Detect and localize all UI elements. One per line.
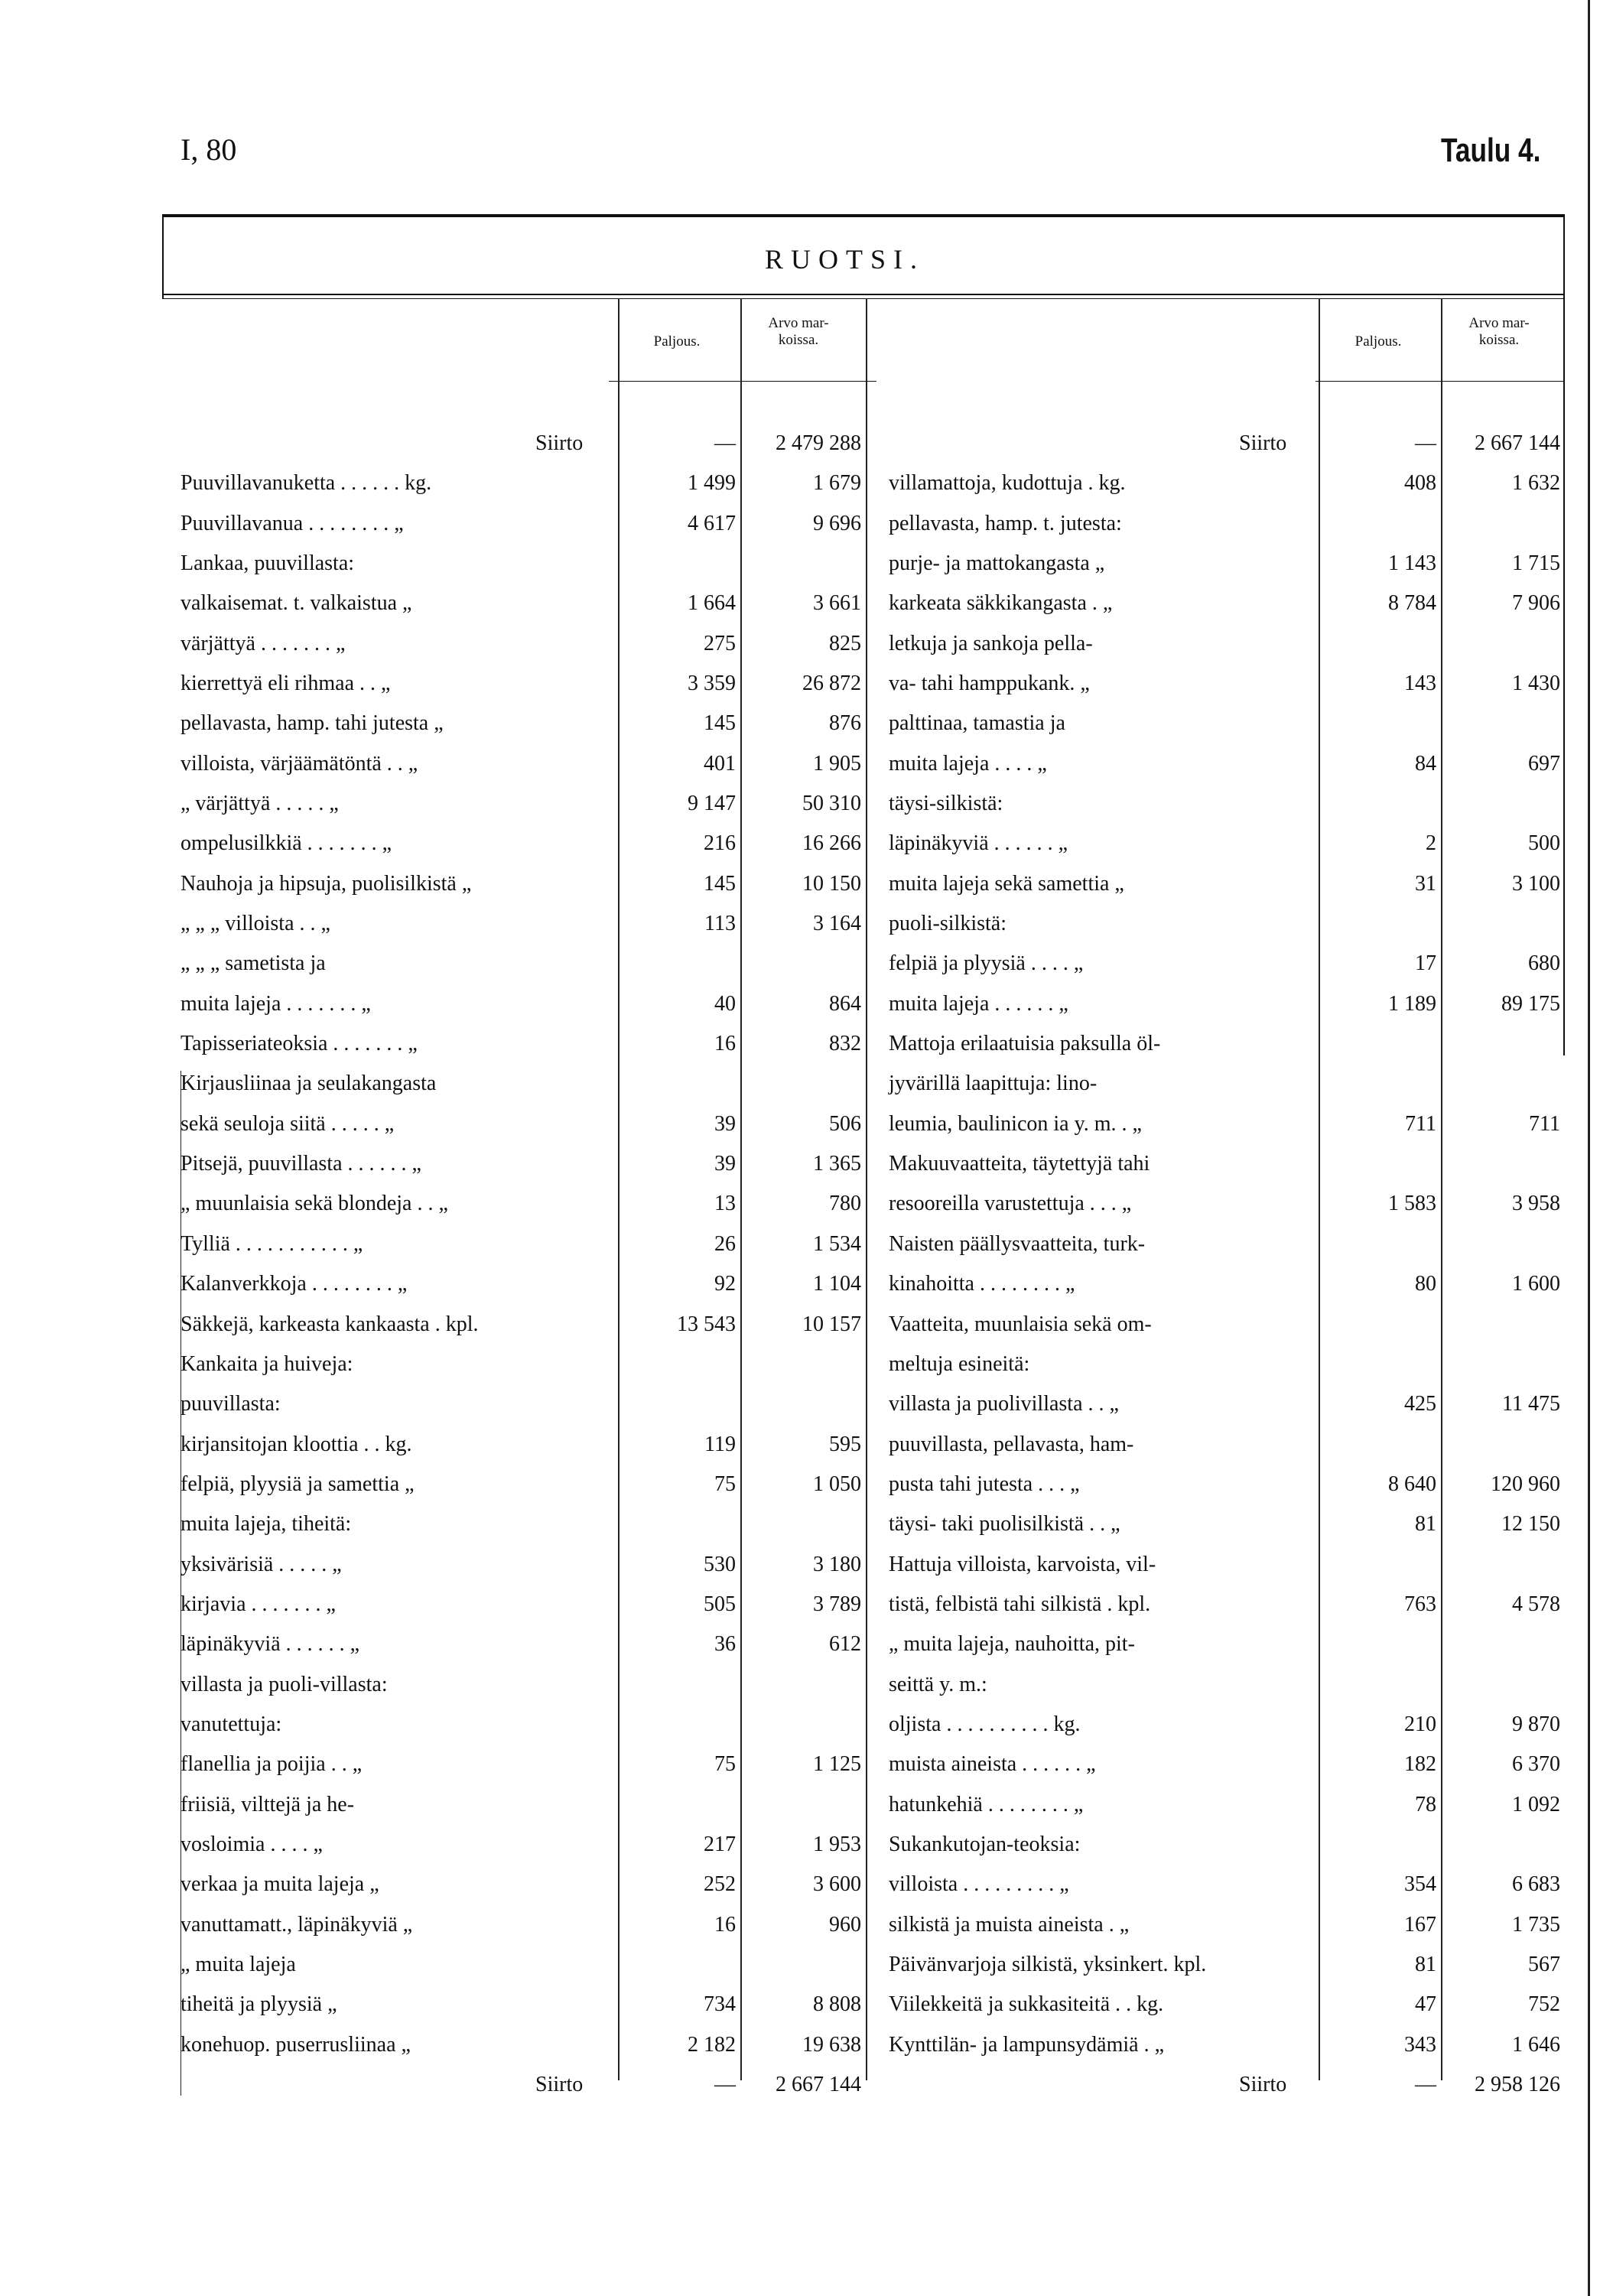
value-cell: 10 150 <box>802 872 861 896</box>
table-row <box>0 1309 1560 1340</box>
item-label: Hattuja villoista, karvoista, vil- <box>889 1553 1156 1576</box>
item-label: pellavasta, hamp. t. jutesta: <box>889 512 1122 535</box>
quantity-cell: 80 <box>1415 1272 1436 1296</box>
quantity-cell: 425 <box>1404 1392 1436 1416</box>
table-row <box>0 1709 1560 1740</box>
quantity-cell: 92 <box>714 1272 736 1296</box>
table-row <box>0 708 1560 739</box>
quantity-cell: 40 <box>714 992 736 1016</box>
value-cell: 3 600 <box>813 1872 861 1896</box>
value-cell: 3 789 <box>813 1592 861 1616</box>
table-row <box>0 1670 1560 1700</box>
item-label: kinahoitta . . . . . . . . „ <box>889 1272 1075 1296</box>
item-label: Pitsejä, puuvillasta . . . . . . „ <box>180 1152 421 1176</box>
item-label: Lankaa, puuvillasta: <box>180 551 355 575</box>
quantity-cell: 8 640 <box>1388 1472 1436 1496</box>
item-label: muita lajeja sekä samettia „ <box>889 872 1124 896</box>
item-label: sekä seuloja siitä . . . . . „ <box>180 1112 395 1136</box>
quantity-cell: 530 <box>704 1553 736 1576</box>
item-label: verkaa ja muita lajeja „ <box>180 1872 379 1896</box>
item-label: vanuttamatt., läpinäkyviä „ <box>180 1913 413 1937</box>
quantity-cell: 16 <box>714 1913 736 1937</box>
value-cell: 1 125 <box>813 1752 861 1776</box>
table-row <box>0 1429 1560 1460</box>
table-label: Taulu 4. <box>1441 132 1541 169</box>
table-row <box>0 749 1560 779</box>
value-cell: 711 <box>1529 1112 1560 1136</box>
item-label: ompelusilkkiä . . . . . . . „ <box>180 831 392 855</box>
item-label: kirjansitojan kloottia . . kg. <box>180 1433 412 1456</box>
item-label: Tapisseriateoksia . . . . . . . „ <box>180 1032 418 1055</box>
item-label: puuvillasta: <box>180 1392 281 1416</box>
table-row <box>0 1829 1560 1860</box>
table-row <box>0 2070 1560 2100</box>
table-row <box>0 1269 1560 1299</box>
value-cell: 1 092 <box>1512 1793 1560 1816</box>
quantity-cell: 143 <box>1404 672 1436 695</box>
item-label: vanutettuja: <box>180 1712 282 1736</box>
item-label: vosloimia . . . . „ <box>180 1833 323 1856</box>
table-row <box>0 828 1560 859</box>
quantity-cell: 1 664 <box>688 591 736 615</box>
item-label: villamattoja, kudottuja . kg. <box>889 471 1126 495</box>
item-label: Kankaita ja huiveja: <box>180 1352 353 1376</box>
item-label: Vaatteita, muunlaisia sekä om- <box>889 1312 1152 1336</box>
item-label: felpiä ja plyysiä . . . . „ <box>889 951 1084 975</box>
value-cell: 960 <box>829 1913 861 1937</box>
quantity-cell: — <box>1415 431 1436 455</box>
quantity-cell: 145 <box>704 872 736 896</box>
value-cell: 1 953 <box>813 1833 861 1856</box>
quantity-cell: 39 <box>714 1152 736 1176</box>
quantity-cell: 763 <box>1404 1592 1436 1616</box>
item-label: värjättyä . . . . . . . „ <box>180 632 346 655</box>
page-number: I, 80 <box>180 132 237 167</box>
quantity-cell: 217 <box>704 1833 736 1856</box>
value-cell: 1 679 <box>813 471 861 495</box>
value-cell: 697 <box>1528 752 1560 776</box>
quantity-cell: — <box>714 2073 736 2096</box>
value-cell: 10 157 <box>802 1312 861 1336</box>
value-cell: 3 180 <box>813 1553 861 1576</box>
quantity-cell: 17 <box>1415 951 1436 975</box>
item-label: muista aineista . . . . . . „ <box>889 1752 1096 1776</box>
item-label: Säkkejä, karkeasta kankaasta . kpl. <box>180 1312 479 1336</box>
table-row <box>0 948 1560 979</box>
item-label: muita lajeja, tiheitä: <box>180 1512 352 1536</box>
item-label: resooreilla varustettuja . . . „ <box>889 1192 1132 1215</box>
value-cell: 6 370 <box>1512 1752 1560 1776</box>
quantity-cell: 47 <box>1415 1992 1436 2016</box>
quantity-cell: 31 <box>1415 872 1436 896</box>
quantity-cell: 26 <box>714 1232 736 1256</box>
item-label: tistä, felbistä tahi silkistä . kpl. <box>889 1592 1151 1616</box>
quantity-cell: 81 <box>1415 1953 1436 1976</box>
quantity-cell: 36 <box>714 1632 736 1656</box>
value-cell: 680 <box>1528 951 1560 975</box>
item-label: Sukankutojan-teoksia: <box>889 1833 1081 1856</box>
value-cell: 3 100 <box>1512 872 1560 896</box>
value-cell: 1 365 <box>813 1152 861 1176</box>
quantity-cell: 2 182 <box>688 2033 736 2057</box>
value-cell: 1 600 <box>1512 1272 1560 1296</box>
item-label: puoli-silkistä: <box>889 912 1007 935</box>
carried-total-label: Siirto <box>1239 2073 1287 2096</box>
value-cell: 1 534 <box>813 1232 861 1256</box>
value-cell: 1 104 <box>813 1272 861 1296</box>
quantity-cell: 252 <box>704 1872 736 1896</box>
value-cell: 1 905 <box>813 752 861 776</box>
item-label: „ „ „ villoista . . „ <box>180 912 330 935</box>
value-cell: 120 960 <box>1491 1472 1560 1496</box>
item-label: „ värjättyä . . . . . „ <box>180 792 339 815</box>
item-label: friisiä, vilttejä ja he- <box>180 1793 355 1816</box>
item-label: palttinaa, tamastia ja <box>889 711 1065 735</box>
quantity-cell: 119 <box>704 1433 736 1456</box>
item-label: purje- ja mattokangasta „ <box>889 551 1105 575</box>
quantity-cell: 13 <box>714 1192 736 1215</box>
value-cell: 876 <box>829 711 861 735</box>
value-cell: 2 958 126 <box>1475 2073 1560 2096</box>
quantity-cell: 275 <box>704 632 736 655</box>
value-cell: 7 906 <box>1512 591 1560 615</box>
value-cell: 11 475 <box>1502 1392 1560 1416</box>
quantity-cell: 4 617 <box>688 512 736 535</box>
item-label: seittä y. m.: <box>889 1673 987 1696</box>
value-cell: 752 <box>1528 1992 1560 2016</box>
item-label: tiheitä ja plyysiä „ <box>180 1992 337 2016</box>
value-cell: 9 870 <box>1512 1712 1560 1736</box>
quantity-cell: 210 <box>1404 1712 1436 1736</box>
quantity-cell: 78 <box>1415 1793 1436 1816</box>
item-label: yksivärisiä . . . . . „ <box>180 1553 342 1576</box>
item-label: Mattoja erilaatuisia paksulla öl- <box>889 1032 1161 1055</box>
item-label: „ muita lajeja, nauhoitta, pit- <box>889 1632 1135 1656</box>
value-cell: 1 050 <box>813 1472 861 1496</box>
value-cell: 780 <box>829 1192 861 1215</box>
quantity-cell: 145 <box>704 711 736 735</box>
item-label: Kynttilän- ja lampunsydämiä . „ <box>889 2033 1165 2057</box>
table-row <box>0 1589 1560 1620</box>
value-cell: 9 696 <box>813 512 861 535</box>
quantity-cell: 84 <box>1415 752 1436 776</box>
item-label: Kirjausliinaa ja seulakangasta <box>180 1072 437 1095</box>
item-label: karkeata säkkikangasta . „ <box>889 591 1113 615</box>
country-title: RUOTSI. <box>765 244 925 275</box>
item-label: felpiä, plyysiä ja samettia „ <box>180 1472 415 1496</box>
value-cell: 567 <box>1528 1953 1560 1976</box>
quantity-cell: 113 <box>704 912 736 935</box>
table-row <box>0 588 1560 619</box>
item-label: kirjavia . . . . . . . „ <box>180 1592 336 1616</box>
item-label: villoista . . . . . . . . . „ <box>889 1872 1069 1896</box>
item-label: läpinäkyviä . . . . . . „ <box>180 1632 360 1656</box>
item-label: muita lajeja . . . . . . „ <box>889 992 1068 1016</box>
table-row <box>0 428 1560 459</box>
quantity-cell: 1 189 <box>1388 992 1436 1016</box>
quantity-cell: 1 583 <box>1388 1192 1436 1215</box>
table-row <box>0 1950 1560 1980</box>
quantity-cell: 408 <box>1404 471 1436 495</box>
item-label: muita lajeja . . . . „ <box>889 752 1047 776</box>
value-cell: 595 <box>829 1433 861 1456</box>
value-cell: 506 <box>829 1112 861 1136</box>
quantity-cell: — <box>1415 2073 1436 2096</box>
value-cell: 26 872 <box>802 672 861 695</box>
item-label: muita lajeja . . . . . . . „ <box>180 992 371 1016</box>
left-value-header-line1: Arvo mar- <box>768 315 829 331</box>
table-row <box>0 2030 1560 2060</box>
value-cell: 6 683 <box>1512 1872 1560 1896</box>
table-row <box>0 1389 1560 1420</box>
item-label: „ muunlaisia sekä blondeja . . „ <box>180 1192 448 1215</box>
quantity-cell: 167 <box>1404 1913 1436 1937</box>
table-row <box>0 989 1560 1020</box>
quantity-cell: 16 <box>714 1032 736 1055</box>
item-label: oljista . . . . . . . . . . kg. <box>889 1712 1081 1736</box>
table-row <box>0 1790 1560 1820</box>
item-label: pusta tahi jutesta . . . „ <box>889 1472 1080 1496</box>
value-cell: 4 578 <box>1512 1592 1560 1616</box>
table-row <box>0 668 1560 699</box>
quantity-cell: 2 <box>1426 831 1436 855</box>
table-row <box>0 509 1560 539</box>
item-label: puuvillasta, pellavasta, ham- <box>889 1433 1134 1456</box>
item-label: villasta ja puolivillasta . . „ <box>889 1392 1119 1416</box>
quantity-cell: 8 784 <box>1388 591 1436 615</box>
table-row <box>0 1910 1560 1940</box>
item-label: Kalanverkkoja . . . . . . . . „ <box>180 1272 408 1296</box>
quantity-cell: 1 499 <box>688 471 736 495</box>
value-cell: 19 638 <box>802 2033 861 2057</box>
quantity-cell: 81 <box>1415 1512 1436 1536</box>
item-label: „ muita lajeja <box>180 1953 296 1976</box>
item-label: silkistä ja muista aineista . „ <box>889 1913 1130 1937</box>
value-cell: 2 667 144 <box>776 2073 861 2096</box>
quantity-cell: 343 <box>1404 2033 1436 2057</box>
item-label: Puuvillavanua . . . . . . . . „ <box>180 512 404 535</box>
table-row <box>0 909 1560 939</box>
table-row <box>0 1749 1560 1780</box>
table-row <box>0 1550 1560 1580</box>
value-cell: 50 310 <box>802 792 861 815</box>
item-label: konehuop. puserrusliinaa „ <box>180 2033 411 2057</box>
item-label: täysi-silkistä: <box>889 792 1003 815</box>
quantity-cell: 39 <box>714 1112 736 1136</box>
value-cell: 612 <box>829 1632 861 1656</box>
item-label: va- tahi hamppukank. „ <box>889 672 1090 695</box>
quantity-cell: 711 <box>1405 1112 1436 1136</box>
carried-total-label: Siirto <box>1239 431 1287 455</box>
table-row <box>0 1509 1560 1540</box>
quantity-cell: 3 359 <box>688 672 736 695</box>
quantity-cell: 401 <box>704 752 736 776</box>
value-cell: 2 667 144 <box>1475 431 1560 455</box>
quantity-cell: 216 <box>704 831 736 855</box>
value-cell: 3 958 <box>1512 1192 1560 1215</box>
value-cell: 832 <box>829 1032 861 1055</box>
table-row <box>0 1469 1560 1500</box>
value-cell: 1 430 <box>1512 672 1560 695</box>
item-label: Puuvillavanuketta . . . . . . kg. <box>180 471 432 495</box>
table-row <box>0 629 1560 659</box>
value-cell: 8 808 <box>813 1992 861 2016</box>
right-quantity-header: Paljous. <box>1354 333 1402 350</box>
value-cell: 825 <box>829 632 861 655</box>
table-row <box>0 548 1560 579</box>
item-label: Tylliä . . . . . . . . . . . „ <box>180 1232 363 1256</box>
quantity-cell: 354 <box>1404 1872 1436 1896</box>
item-label: leumia, baulinicon ia y. m. . „ <box>889 1112 1142 1136</box>
quantity-cell: 13 543 <box>677 1312 736 1336</box>
value-cell: 3 661 <box>813 591 861 615</box>
value-cell: 12 150 <box>1501 1512 1560 1536</box>
left-value-header-line2: koissa. <box>778 332 819 348</box>
left-quantity-header: Paljous. <box>653 333 701 350</box>
item-label: Viilekkeitä ja sukkasiteitä . . kg. <box>889 1992 1164 2016</box>
item-label: pellavasta, hamp. tahi jutesta „ <box>180 711 444 735</box>
value-cell: 2 479 288 <box>776 431 861 455</box>
item-label: Päivänvarjoja silkistä, yksinkert. kpl. <box>889 1953 1207 1976</box>
table-row <box>0 1149 1560 1179</box>
table-row <box>0 1869 1560 1900</box>
quantity-cell: — <box>714 431 736 455</box>
table-row <box>0 1229 1560 1260</box>
item-label: hatunkehiä . . . . . . . . „ <box>889 1793 1084 1816</box>
value-cell: 3 164 <box>813 912 861 935</box>
value-cell: 1 735 <box>1512 1913 1560 1937</box>
item-label: meltuja esineitä: <box>889 1352 1030 1376</box>
item-label: villasta ja puoli-villasta: <box>180 1673 388 1696</box>
quantity-cell: 1 143 <box>1388 551 1436 575</box>
item-label: villoista, värjäämätöntä . . „ <box>180 752 418 776</box>
quantity-cell: 182 <box>1404 1752 1436 1776</box>
table-row <box>0 1109 1560 1140</box>
table-row <box>0 869 1560 899</box>
table-row <box>0 789 1560 819</box>
item-label: letkuja ja sankoja pella- <box>889 632 1093 655</box>
value-cell: 1 715 <box>1512 551 1560 575</box>
item-label: täysi- taki puolisilkistä . . „ <box>889 1512 1120 1536</box>
right-value-header-line2: koissa. <box>1478 332 1520 348</box>
item-label: valkaisemat. t. valkaistua „ <box>180 591 412 615</box>
table-row <box>0 1189 1560 1219</box>
carried-total-label: Siirto <box>535 431 584 455</box>
item-label: „ „ „ sametista ja <box>180 951 326 975</box>
value-cell: 864 <box>829 992 861 1016</box>
item-label: Makuuvaatteita, täytettyjä tahi <box>889 1152 1150 1176</box>
table-row <box>0 1068 1560 1099</box>
table-row <box>0 1629 1560 1660</box>
value-cell: 500 <box>1528 831 1560 855</box>
item-label: Nauhoja ja hipsuja, puolisilkistä „ <box>180 872 472 896</box>
quantity-cell: 505 <box>704 1592 736 1616</box>
item-label: flanellia ja poijia . . „ <box>180 1752 363 1776</box>
value-cell: 1 632 <box>1512 471 1560 495</box>
table-row <box>0 468 1560 499</box>
table-row <box>0 1989 1560 2020</box>
value-cell: 1 646 <box>1512 2033 1560 2057</box>
quantity-cell: 9 147 <box>688 792 736 815</box>
right-value-header-line1: Arvo mar- <box>1468 315 1530 331</box>
carried-total-label: Siirto <box>535 2073 584 2096</box>
item-label: läpinäkyviä . . . . . . „ <box>889 831 1068 855</box>
item-label: Naisten päällysvaatteita, turk- <box>889 1232 1146 1256</box>
table-row <box>0 1349 1560 1380</box>
item-label: jyvärillä laapittuja: lino- <box>889 1072 1098 1095</box>
value-cell: 89 175 <box>1501 992 1560 1016</box>
table-row <box>0 1029 1560 1059</box>
quantity-cell: 734 <box>704 1992 736 2016</box>
item-label: kierrettyä eli rihmaa . . „ <box>180 672 391 695</box>
quantity-cell: 75 <box>714 1752 736 1776</box>
quantity-cell: 75 <box>714 1472 736 1496</box>
value-cell: 16 266 <box>802 831 861 855</box>
